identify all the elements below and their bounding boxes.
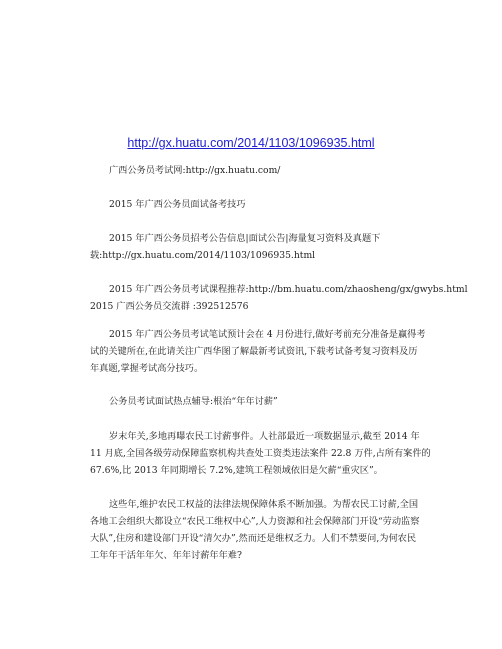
text-line: 试的关键所在,在此请关注广西华图了解最新考试资讯,下载考试备考复习资料及历 bbox=[90, 346, 418, 357]
text-line: 2015 年广西公务员面试备考技巧 bbox=[109, 199, 246, 210]
header-url-link[interactable]: http://gx.huatu.com/2014/1103/1096935.html bbox=[127, 136, 375, 150]
text-line: 各地工会组织大都设立“农民工维权中心”,人力资源和社会保障部门开设“劳动监察 bbox=[90, 516, 420, 527]
paragraph-announcement bbox=[90, 230, 415, 264]
text-line: 大队”,住房和建设部门开设“清欠办”,然而还是维权乏力。人们不禁要问,为何农民 bbox=[90, 533, 417, 544]
text-line: 岁末年关,多地再曝农民工讨薪事件。人社部最近一项数据显示,截至 2014 年 bbox=[109, 431, 420, 442]
paragraph-stats bbox=[90, 428, 431, 479]
text-line: 11 月底,全国各级劳动保障监察机构共查处工资类违法案件 22.8 万件,占所有案件的 bbox=[90, 448, 431, 459]
text-line: 工年年干活年年欠、年年讨薪年年难? bbox=[90, 550, 242, 561]
text-line: 公务员考试面试热点辅导:根治“年年讨薪” bbox=[109, 396, 278, 407]
paragraph-course bbox=[90, 281, 468, 315]
text-line: 2015 广西公务员交流群 :392512576 bbox=[90, 301, 249, 312]
paragraph-site-url bbox=[90, 162, 415, 179]
text-line: 广西公务员考试网:http://gx.huatu.com/ bbox=[109, 165, 281, 176]
text-line: 2015 年广西公务员招考公告信息|面试公告|海量复习资料及真题下 bbox=[109, 233, 381, 244]
text-line: 载:http://gx.huatu.com/2014/1103/1096935.html bbox=[90, 250, 316, 261]
paragraph-heading bbox=[90, 393, 415, 410]
paragraph-protection bbox=[90, 496, 420, 564]
text-line: 年真题,掌握考试高分技巧。 bbox=[90, 363, 204, 374]
text-line: 2015 年广西公务员考试笔试预计会在 4 月份进行,做好考前充分准备是赢得考 bbox=[109, 329, 426, 340]
text-line: 67.6%,比 2013 年同期增长 7.2%,建筑工程领域依旧是欠薪“重灾区”。 bbox=[90, 465, 383, 476]
text-line: 2015 年广西公务员考试课程推荐:http://bm.huatu.com/zhaosheng/gx/gwybs.html bbox=[109, 284, 468, 295]
paragraph-intro bbox=[90, 326, 426, 377]
paragraph-title bbox=[90, 196, 415, 213]
text-line: 这些年,维护农民工权益的法律法规保障体系不断加强。为帮农民工讨薪,全国 bbox=[109, 499, 419, 510]
